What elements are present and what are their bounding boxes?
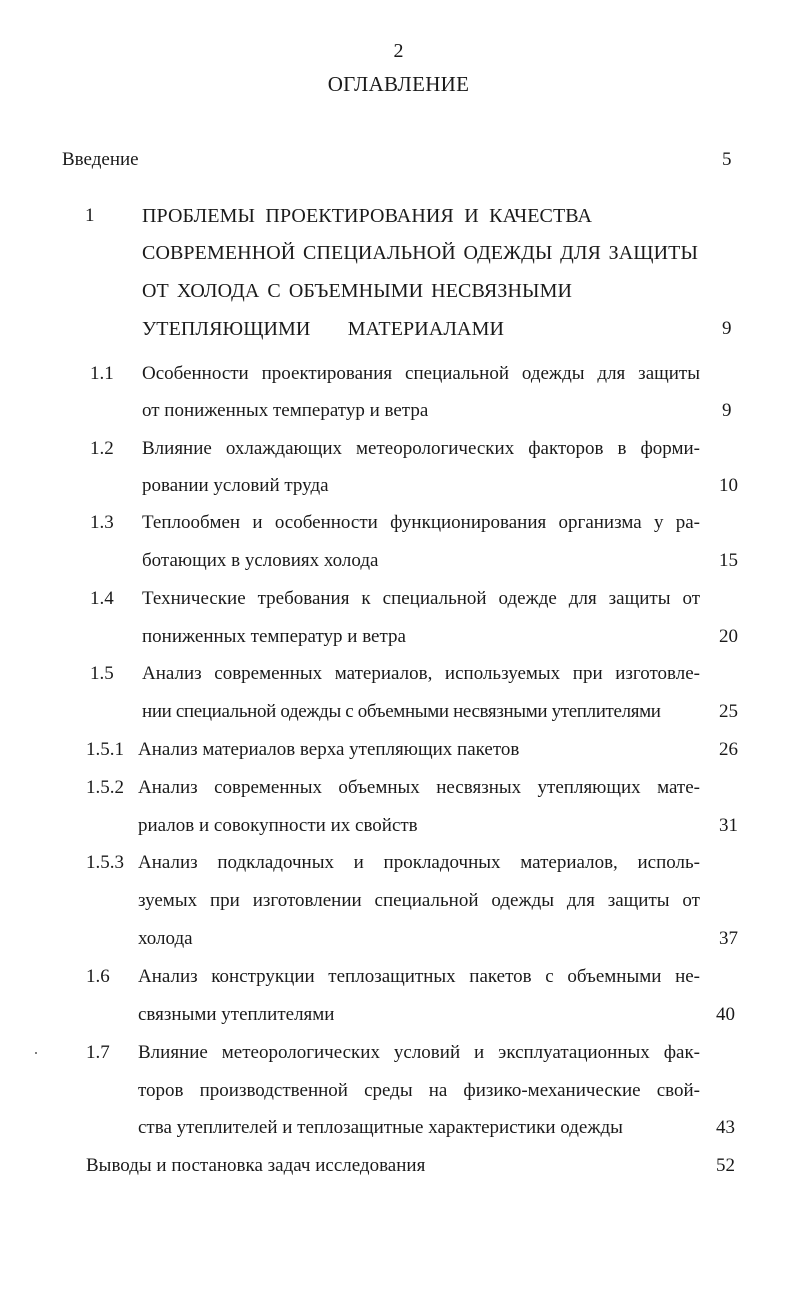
toc-section-number: 1.3 [90,512,114,533]
toc-section-page: 31 [719,815,738,836]
toc-intro-label: Введение [62,149,139,170]
toc-section-page: 9 [722,400,732,421]
toc-section-number: 1.5.2 [86,777,124,798]
toc-chapter-line: СОВРЕМЕННОЙ СПЕЦИАЛЬНОЙ ОДЕЖДЫ ДЛЯ ЗАЩИТЫ [142,242,698,264]
toc-section-line: связными утеплителями [138,1004,335,1025]
toc-intro-page: 5 [722,149,732,170]
toc-section-number: 1.5.1 [86,739,124,760]
toc-section-page: 43 [716,1117,735,1138]
toc-section-line: нии специальной одежды с объемными несвязными утеплителями [142,701,661,722]
toc-section-line: Анализ конструкции теплозащитных пакетов с объемными не- [138,966,700,987]
toc-section-page: 26 [719,739,738,760]
toc-section-line: ства утеплителей и теплозащитные характеристики одежды [138,1117,623,1138]
scan-speck [35,1052,37,1054]
toc-title: ОГЛАВЛЕНИЕ [327,72,470,96]
toc-conclusions-label: Выводы и постановка задач исследования [86,1155,426,1176]
toc-chapter-number: 1 [85,205,95,226]
toc-section-line: Влияние метеорологических условий и эксплуатационных фак- [138,1042,700,1063]
toc-section-page: 20 [719,626,738,647]
toc-section-line: Анализ материалов верха утепляющих пакетов [138,739,520,760]
toc-section-line: Анализ современных материалов, используемых при изготовле- [142,663,700,684]
toc-section-line: Анализ современных объемных несвязных утепляющих мате- [138,777,700,798]
toc-section-line: пониженных температур и ветра [142,626,406,647]
toc-section-line: зуемых при изготовлении специальной одежды для защиты от [138,890,700,911]
toc-section-line: Технические требования к специальной одежде для защиты от [142,588,700,609]
toc-section-page: 37 [719,928,738,949]
toc-section-page: 25 [719,701,738,722]
toc-section-line: торов производственной среды на физико-механические свой- [138,1080,700,1101]
toc-section-line: от пониженных температур и ветра [142,400,429,421]
toc-section-line: Влияние охлаждающих метеорологических факторов в форми- [142,438,700,459]
toc-section-line: Особенности проектирования специальной одежды для защиты [142,363,700,384]
toc-section-number: 1.7 [86,1042,110,1063]
toc-chapter-line: ОТ ХОЛОДА С ОБЪЕМНЫМИ НЕСВЯЗНЫМИ [142,280,572,302]
toc-chapter-line: УТЕПЛЯЮЩИМИ МАТЕРИАЛАМИ [142,318,504,340]
toc-section-page: 40 [716,1004,735,1025]
toc-section-line: ровании условий труда [142,475,329,496]
toc-section-number: 1.1 [90,363,114,384]
toc-conclusions-page: 52 [716,1155,735,1176]
toc-section-line: холода [138,928,193,949]
toc-section-line: Анализ подкладочных и прокладочных материалов, исполь- [138,852,700,873]
toc-section-number: 1.5.3 [86,852,124,873]
toc-chapter-page: 9 [722,318,732,339]
page-number: 2 [393,40,404,62]
toc-section-number: 1.2 [90,438,114,459]
toc-chapter-line: ПРОБЛЕМЫ ПРОЕКТИРОВАНИЯ И КАЧЕСТВА [142,205,592,227]
toc-section-page: 10 [719,475,738,496]
toc-section-number: 1.6 [86,966,110,987]
toc-section-number: 1.4 [90,588,114,609]
toc-section-line: риалов и совокупности их свойств [138,815,418,836]
toc-section-number: 1.5 [90,663,114,684]
toc-section-line: Теплообмен и особенности функционирования организма у ра- [142,512,700,533]
toc-section-page: 15 [719,550,738,571]
toc-section-line: ботающих в условиях холода [142,550,379,571]
